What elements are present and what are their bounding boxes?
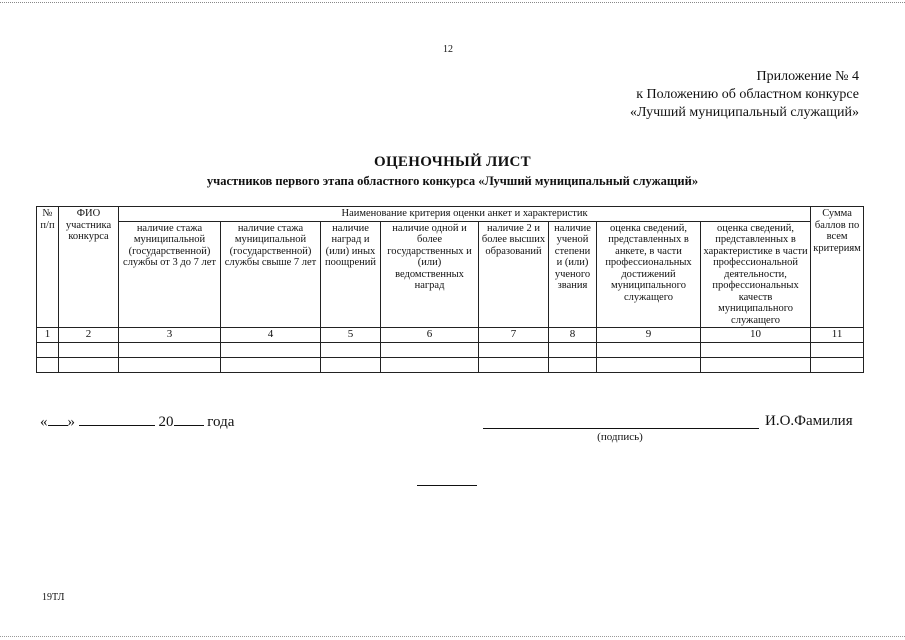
table-cell bbox=[597, 357, 701, 372]
signature-line bbox=[483, 428, 759, 429]
header-sum: Сумма баллов по всем критериям bbox=[811, 207, 864, 328]
table-cell bbox=[811, 342, 864, 357]
table-cell bbox=[59, 342, 119, 357]
table-cell bbox=[811, 357, 864, 372]
table-cell bbox=[221, 342, 321, 357]
month-blank bbox=[79, 412, 155, 426]
header-criterion-7: оценка сведений, представленных в анкете, в части профессиональных достижений муниципального служащего bbox=[597, 221, 701, 328]
table-cell bbox=[59, 357, 119, 372]
header-criterion-5: наличие 2 и более высших образований bbox=[479, 221, 549, 328]
page-number: 12 bbox=[443, 44, 453, 55]
table-cell bbox=[701, 342, 811, 357]
table-cell bbox=[701, 357, 811, 372]
signature-caption: (подпись) bbox=[597, 431, 643, 443]
header-criterion-3: наличие наград и (или) иных поощрений bbox=[321, 221, 381, 328]
year-blank bbox=[174, 412, 204, 426]
appendix-note bbox=[559, 68, 859, 122]
table-cell bbox=[381, 342, 479, 357]
column-number: 6 bbox=[381, 328, 479, 343]
header-criteria-group: Наименование критерия оценки анкет и характеристик bbox=[119, 207, 811, 222]
column-numbers-row bbox=[37, 328, 864, 343]
date-word: года bbox=[207, 414, 235, 430]
column-number: 1 bbox=[37, 328, 59, 343]
table-cell bbox=[321, 342, 381, 357]
table-cell bbox=[221, 357, 321, 372]
table-cell bbox=[549, 357, 597, 372]
table-cell bbox=[119, 342, 221, 357]
appendix-line-1: Приложение № 4 bbox=[756, 69, 859, 84]
column-number: 5 bbox=[321, 328, 381, 343]
header-criterion-1: наличие стажа муниципальной (государственной) службы от 3 до 7 лет bbox=[119, 221, 221, 328]
appendix-line-2: к Положению об областном конкурсе bbox=[636, 87, 859, 102]
header-number: № п/п bbox=[37, 207, 59, 328]
column-number: 7 bbox=[479, 328, 549, 343]
top-scan-rule bbox=[0, 2, 905, 3]
separator-rule bbox=[417, 485, 477, 486]
day-blank bbox=[48, 412, 68, 426]
column-number: 10 bbox=[701, 328, 811, 343]
table-cell bbox=[37, 342, 59, 357]
column-number: 9 bbox=[597, 328, 701, 343]
column-number: 2 bbox=[59, 328, 119, 343]
table-cell bbox=[321, 357, 381, 372]
table-cell bbox=[597, 342, 701, 357]
table-row bbox=[37, 342, 864, 357]
table-cell bbox=[549, 342, 597, 357]
column-number: 11 bbox=[811, 328, 864, 343]
table-cell bbox=[119, 357, 221, 372]
signatory-name: И.О.Фамилия bbox=[765, 413, 853, 429]
table-cell bbox=[479, 357, 549, 372]
header-criterion-4: наличие одной и более государственных и (или) ведомственных наград bbox=[381, 221, 479, 328]
date-quote-open: « bbox=[40, 414, 48, 430]
column-number: 4 bbox=[221, 328, 321, 343]
header-fio: ФИО участника конкурса bbox=[59, 207, 119, 328]
date-line bbox=[40, 412, 234, 431]
table-row bbox=[37, 357, 864, 372]
table-cell bbox=[479, 342, 549, 357]
footer-code: 19ТЛ bbox=[42, 592, 65, 603]
document-title: ОЦЕНОЧНЫЙ ЛИСТ bbox=[373, 154, 531, 170]
appendix-line-3: «Лучший муниципальный служащий» bbox=[629, 105, 859, 120]
column-number: 8 bbox=[549, 328, 597, 343]
evaluation-table bbox=[36, 206, 864, 373]
bottom-scan-rule bbox=[0, 636, 905, 637]
table-cell bbox=[37, 357, 59, 372]
header-criterion-2: наличие стажа муниципальной (государственной) службы свыше 7 лет bbox=[221, 221, 321, 328]
year-prefix: 20 bbox=[158, 414, 174, 430]
document-subtitle: участников первого этапа областного конкурса «Лучший муниципальный служащий» bbox=[206, 174, 699, 188]
header-criterion-8: оценка сведений, представленных в характеристике в части профессиональной деятельности, профессиональных качеств муниципального служащего bbox=[701, 221, 811, 328]
column-number: 3 bbox=[119, 328, 221, 343]
header-criterion-6: наличие ученой степени и (или) ученого звания bbox=[549, 221, 597, 328]
table-cell bbox=[381, 357, 479, 372]
date-quote-close: » bbox=[67, 414, 75, 430]
